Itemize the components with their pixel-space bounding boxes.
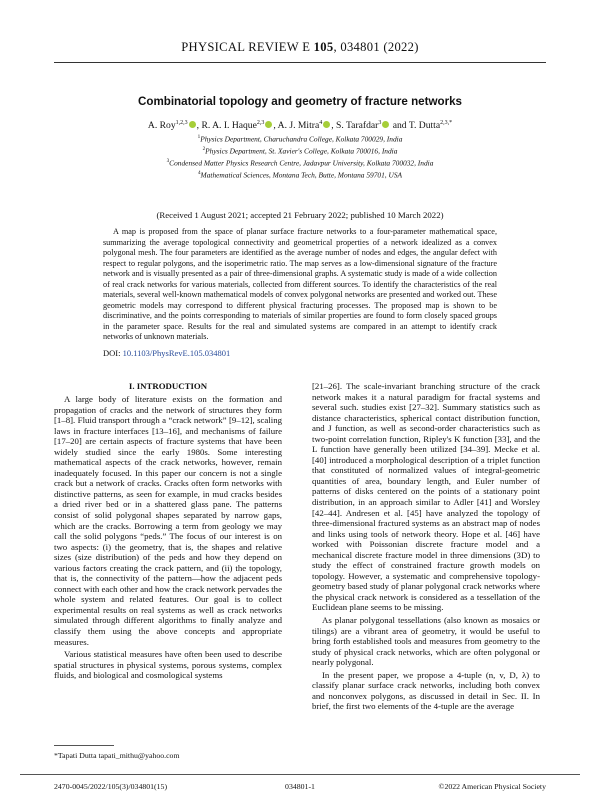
orcid-icon[interactable]	[189, 121, 196, 128]
header-divider	[54, 62, 546, 63]
affiliation: $^3$Condensed Matter Physics Research Centre, Jadavpur University, Kolkata 700032, India	[166, 158, 434, 168]
corresponding-author-footnote: *Tapati Dutta tapati_mithu@yahoo.com	[54, 751, 180, 760]
journal-name: PHYSICAL REVIEW E	[181, 40, 311, 54]
paragraph: Various statistical measures have often been used to describe spatial structures in physical systems, porous systems, complex fluids, and biological and cosmological systems	[54, 649, 282, 681]
paper-title: Combinatorial topology and geometry of fracture networks	[137, 95, 463, 108]
orcid-icon[interactable]	[323, 121, 330, 128]
doi-line	[103, 348, 230, 358]
author[interactable]: A. Roy$^{1,2,3}$ ,	[147, 120, 200, 132]
abstract: A map is proposed from the space of planar surface fracture networks to a four-parameter mathematical space, summarizing the average topological connectivity and geometrical properties of a network idealized as a convex polygonal mesh. The four parameters are identified as the average number of nodes and edges, the angular defect with respect to regular polygons, and the isoperimetric ratio. The map serves as a low-dimensional signature of the fracture network and is visually presented as a pair of three-dimensional graphs. A systematic study is made of a wide collection of real crack networks for various materials, collected from different sources. To identify the characteristics of the real materials, several well-known mathematical models of convex polygonal networks are presented and worked out. These geometric models may correspond to different physical fracturing processes. The proposed map is shown to be discriminative, and the points corresponding to materials of similar properties are found to form closely spaced groups in the parameter space. Results for the real and simulated systems are compared in an attempt to identify crack networks of unknown materials.	[103, 227, 497, 342]
right-column	[312, 381, 540, 712]
paragraph: [21–26]. The scale-invariant branching structure of the crack network makes it a natural paradigm for fractal systems and several such. studies exist [27–32]. Summary statistics such as distance characteristics, spherical contact distribution function, and J function, as well as second-order characteristics such as two-point correlation function, Ripley's K function [33], and the L function have generally been utilized [34–39]. Mecke et al. [40] introduced a morphological description of a triplet function that constituted of normalized values of integral-geometric quantities of area, boundary length, and Euler number of patterns of disks centered on the points of a stationary point distribution, in an approach similar to Adler [41] and Worsley [42–44]. Andresen et al. [45] have analyzed the topology of three-dimensional fractured systems as an abstract map of nodes and links using tools of network theory. Hope et al. [46] have worked with Poissonian discrete fracture model and a mechanical discrete fracture model in three dimensions (3D) to study the effect of constrained fracture growth models on topology. However, a systematic and comprehensive topology-geometry based study of planar polygonal crack networks where the physical crack network is considered as a tessellation of the Euclidean plane seems to be missing.	[312, 381, 540, 613]
left-column	[54, 394, 282, 681]
affiliation: $^1$Physics Department, Charuchandra College, Kolkata 700029, India	[197, 134, 403, 144]
journal-volume: 105	[313, 40, 334, 54]
section-heading: I. INTRODUCTION	[128, 381, 208, 391]
footer-page: 034801-1	[285, 782, 315, 791]
orcid-icon[interactable]	[382, 121, 389, 128]
author[interactable]: and T. Dutta$^{2,3,*}$	[392, 120, 453, 132]
footer-copyright: ©2022 American Physical Society	[438, 782, 546, 791]
author-list	[0, 120, 600, 131]
orcid-icon[interactable]	[265, 121, 272, 128]
paragraph: As planar polygonal tessellations (also known as mosaics or tilings) are a vibrant area of geometry, it would be useful to bring forth established tools and measures from geometry to the study of physical crack networks, which are often polygonal or nearly polygonal.	[312, 615, 540, 668]
article-number: 034801 (2022)	[340, 40, 419, 54]
footnote-divider	[54, 745, 114, 746]
doi-link[interactable]: 10.1103/PhysRevE.105.034801	[122, 348, 231, 358]
affiliation: $^4$Mathematical Sciences, Montana Tech, Butte, Montana 59701, USA	[197, 170, 403, 180]
paragraph: A large body of literature exists on the formation and propagation of cracks and the network of structures they form [1–8]. Fluid transport through a “crack network” [9–12], scaling laws in fracture interfaces [13–16], and mechanisms of failure [17–20] are certain aspects of fracture systems that have been widely studied since the early 1980s. Some interesting mathematical aspects of the crack networks, however, remain inadequately focused. In this paper our concern is not a single crack but a network of cracks. Cracks often form networks with distinctive patterns, as seen for example, in mud cracks besides a dried river bed or in a shattered glass pane. The patterns consist of solid polygonal shapes separated by narrow gaps, which are the cracks. Borrowing a term from geology we may call the solid polygons “peds.” The focus of our interest is on two aspects: (i) the geometry, that is, the shapes and relative sizes (size distribution) of the peds and how they depend on various factors creating the crack pattern, and (ii) the topology, that is, the connectivity of the pattern—how the adjacent peds connect with each other and how the crack network pervades the whole system and related features. Our goal is to collect experimental results on real systems as well as crack networks simulated through different algorithms to finally analyze and classify them using the above concepts and appropriate measures.	[54, 394, 282, 647]
author[interactable]: A. J. Mitra$^4$ ,	[277, 120, 334, 132]
author[interactable]: S. Tarafdar$^3$	[336, 120, 390, 131]
journal-header: PHYSICAL REVIEW E 105, 034801 (2022)	[181, 40, 419, 54]
author[interactable]: R. A. I. Haque$^{2,3}$ ,	[201, 120, 276, 132]
affiliation: $^2$Physics Department, St. Xavier's College, Kolkata 700016, India	[202, 146, 398, 156]
doi-label: DOI:	[103, 348, 121, 358]
paragraph: In the present paper, we propose a 4-tuple (n, v, D, λ) to classify planar surface crack networks, including both convex and nonconvex polygons, as discussed in detail in Sec. II. In brief, the first two elements of the 4-tuple are the average	[312, 669, 540, 712]
received-dates: (Received 1 August 2021; accepted 21 February 2022; published 10 March 2022)	[156, 210, 444, 220]
footer-issn: 2470-0045/2022/105(3)/034801(15)	[54, 782, 168, 791]
footer-divider	[20, 774, 580, 775]
